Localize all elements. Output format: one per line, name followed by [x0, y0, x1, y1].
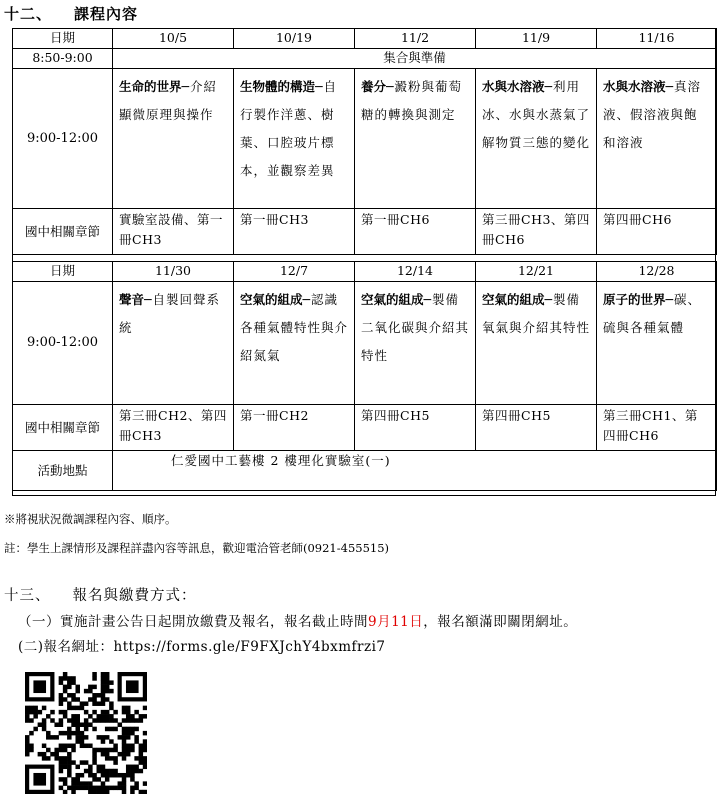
- course-cell: [234, 69, 355, 209]
- qr-code-icon[interactable]: [25, 672, 147, 794]
- date-cell: 10/5: [113, 29, 234, 49]
- location-cell: 仁愛國中工藝樓 2 樓理化實驗室(一): [113, 451, 717, 491]
- assembly-row: [13, 49, 717, 69]
- chapter-cell: 第一冊CH6: [355, 209, 476, 255]
- course-cell: [234, 282, 355, 405]
- deadline-date: 9月11日: [368, 614, 424, 630]
- course-desc: ─認識各種氣體特性與介紹氮氣: [240, 292, 349, 363]
- course-title: 空氣的組成: [482, 292, 545, 307]
- course-row: [13, 69, 717, 209]
- registration-item-1: [18, 610, 577, 630]
- contact-note: 註：學生上課情形及課程詳盡內容等訊息，歡迎電洽管老師(0921-455515): [4, 541, 390, 555]
- section-13-heading: [4, 584, 197, 605]
- chapter-row: [13, 209, 717, 255]
- course-cell: [113, 282, 234, 405]
- course-title: 養分: [361, 79, 387, 94]
- section-12-heading: [4, 3, 138, 24]
- date-cell: 11/16: [597, 29, 717, 49]
- date-cell: 12/7: [234, 262, 355, 282]
- location-row: [13, 451, 717, 491]
- time-cell: 8:50-9:00: [13, 49, 113, 69]
- registration-url[interactable]: (二)報名網址：https://forms.gle/F9FXJchY4bxmfrzi7: [18, 639, 386, 655]
- date-row: [13, 29, 717, 49]
- chapter-cell: 第四冊CH5: [476, 405, 597, 451]
- chapter-cell: 第一冊CH2: [234, 405, 355, 451]
- section-title: 報名與繳費方式：: [72, 588, 197, 604]
- schedule-table-2: [12, 261, 717, 491]
- course-desc: ─自行製作洋蔥、樹葉、口腔玻片標本，並觀察差異: [240, 79, 338, 178]
- assembly-cell: 集合與準備: [113, 49, 717, 69]
- course-title: 聲音: [119, 292, 145, 307]
- item-text: （一）實施計畫公告日起開放繳費及報名，報名截止時間: [18, 614, 368, 630]
- course-cell: [113, 69, 234, 209]
- course-cell: [597, 69, 717, 209]
- date-cell: 11/2: [355, 29, 476, 49]
- course-desc: ─製備氧氣與介紹其特性: [482, 292, 591, 335]
- chapter-label: 國中相關章節: [13, 209, 113, 255]
- time-cell: 9:00-12:00: [13, 69, 113, 209]
- chapter-cell: 第四冊CH5: [355, 405, 476, 451]
- section-title: 課程內容: [74, 5, 139, 23]
- course-cell: [597, 282, 717, 405]
- date-cell: 12/14: [355, 262, 476, 282]
- course-title: 水與水溶液: [603, 79, 666, 94]
- course-cell: [476, 69, 597, 209]
- date-cell: 12/28: [597, 262, 717, 282]
- registration-item-2: [18, 635, 386, 655]
- course-desc: ─澱粉與葡萄糖的轉換與測定: [361, 79, 463, 122]
- chapter-cell: 第四冊CH6: [597, 209, 717, 255]
- chapter-cell: 實驗室設備、第一冊CH3: [113, 209, 234, 255]
- course-desc: ─利用冰、水與水蒸氣了解物質三態的變化: [482, 79, 591, 150]
- item-text: ，報名額滿即關閉網址。: [423, 614, 578, 630]
- course-title: 空氣的組成: [240, 292, 303, 307]
- date-row: [13, 262, 717, 282]
- course-desc: ─介紹顯微原理與操作: [119, 79, 218, 122]
- chapter-cell: 第三冊CH1、第四冊CH6: [597, 405, 717, 451]
- date-label: 日期: [13, 262, 113, 282]
- chapter-row: [13, 405, 717, 451]
- course-cell: [355, 282, 476, 405]
- section-number: 十二、: [4, 5, 53, 23]
- course-desc: ─製備二氧化碳與介紹其特性: [361, 292, 470, 363]
- course-cell: [476, 282, 597, 405]
- adjust-note: ※將視狀況微調課程內容、順序。: [4, 512, 177, 526]
- course-title: 生物體的構造: [240, 79, 316, 94]
- chapter-cell: 第三冊CH3、第四冊CH6: [476, 209, 597, 255]
- course-cell: [355, 69, 476, 209]
- schedule-table-1: [12, 28, 717, 255]
- course-title: 水與水溶液: [482, 79, 545, 94]
- date-cell: 12/21: [476, 262, 597, 282]
- location-label: 活動地點: [13, 451, 113, 491]
- course-desc: ─自製回聲系統: [119, 292, 221, 335]
- course-desc: ─真溶液、假溶液與飽和溶液: [603, 79, 702, 150]
- course-title: 生命的世界: [119, 79, 182, 94]
- date-cell: 10/19: [234, 29, 355, 49]
- date-cell: 11/30: [113, 262, 234, 282]
- course-title: 原子的世界: [603, 292, 666, 307]
- course-title: 空氣的組成: [361, 292, 424, 307]
- section-number: 十三、: [4, 588, 51, 604]
- course-row: [13, 282, 717, 405]
- course-desc: ─碳、硫與各種氣體: [603, 292, 702, 335]
- date-label: 日期: [13, 29, 113, 49]
- date-cell: 11/9: [476, 29, 597, 49]
- chapter-label: 國中相關章節: [13, 405, 113, 451]
- chapter-cell: 第三冊CH2、第四冊CH3: [113, 405, 234, 451]
- time-cell: 9:00-12:00: [13, 282, 113, 405]
- chapter-cell: 第一冊CH3: [234, 209, 355, 255]
